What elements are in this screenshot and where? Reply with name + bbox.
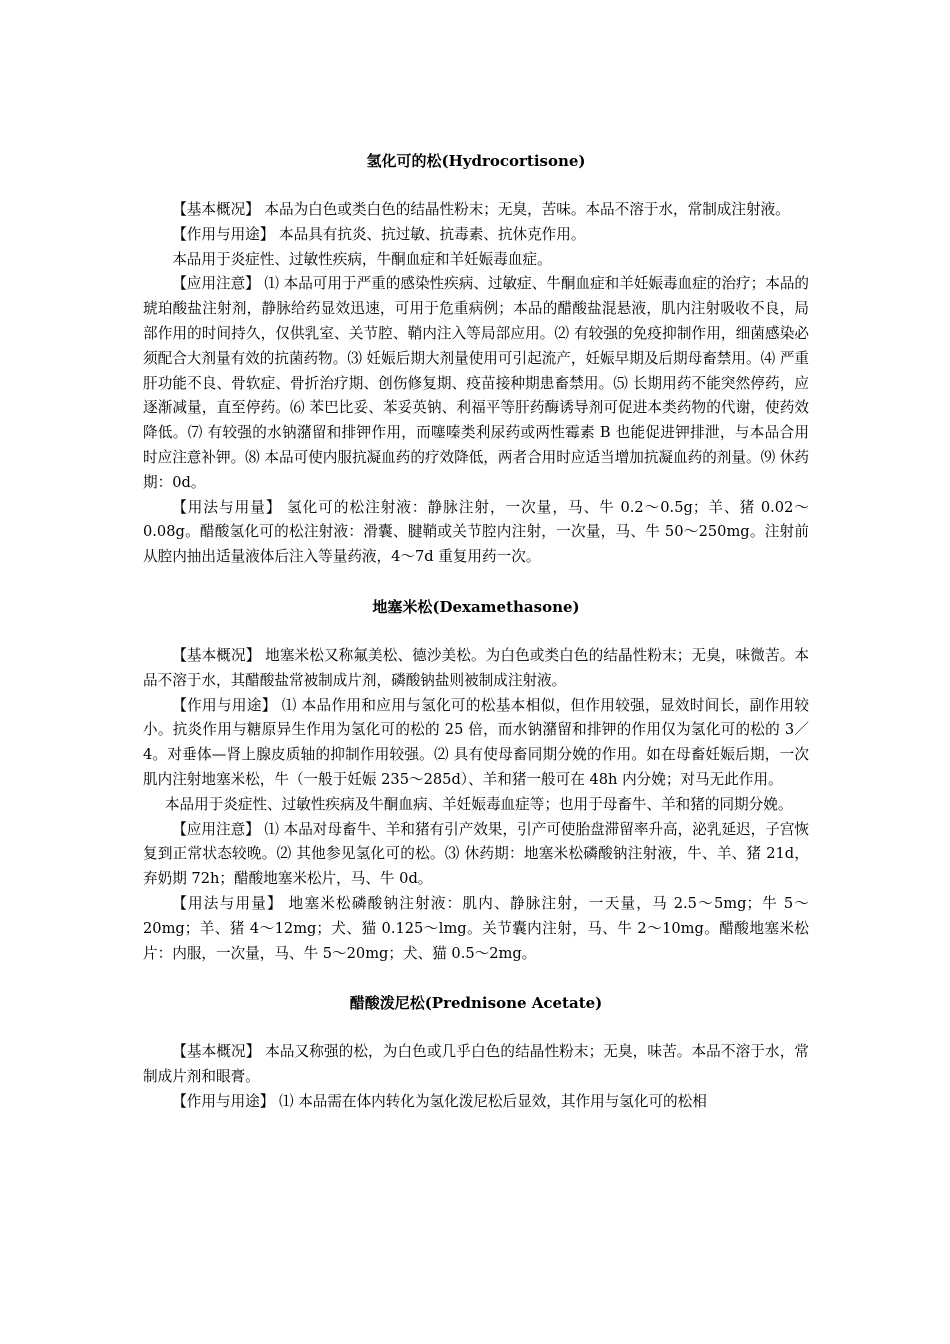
- paragraph-dosage: 【用法与用量】 氢化可的松注射液：静脉注射，一次量，马、牛 0.2～0.5g；羊、猪 0.02～0.08g。醋酸氢化可的松注射液：滑囊、腱鞘或关节腔内注射，一次量，马、牛 50～250mg。注射前从腔内抽出适量液体后注入等量药液，4～7d 重复用药一次。: [143, 498, 809, 566]
- paragraph-action-use: 【作用与用途】 ⑴ 本品需在体内转化为氢化泼尼松后显效，其作用与氢化可的松相: [172, 1092, 707, 1110]
- paragraph-overview: 【基本概况】 本品为白色或类白色的结晶性粉末；无臭，苦味。本品不溶于水，常制成注射液。: [172, 201, 790, 218]
- paragraph-indication: 本品用于炎症性、过敏性疾病及牛酮血病、羊妊娠毒血症等；也用于母畜牛、羊和猪的同期分娩。: [164, 795, 793, 813]
- section-prednisone-acetate: [143, 990, 809, 1114]
- paragraph-precautions: 【应用注意】 ⑴ 本品对母畜牛、羊和猪有引产效果，引产可使胎盘滞留率升高，泌乳延迟，子宫恢复到正常状态较晚。⑵ 其他参见氢化可的松。⑶ 休药期：地塞米松磷酸钠注射液，牛、羊、猪 21d，弃奶期 72h；醋酸地塞米松片，马、牛 0d。: [143, 820, 810, 888]
- section-title-dexamethasone: 地塞米松(Dexamethasone): [372, 597, 580, 616]
- section-dexamethasone: [143, 594, 809, 966]
- paragraph-action-use: 【作用与用途】 本品具有抗炎、抗过敏、抗毒素、抗休克作用。: [172, 225, 586, 243]
- paragraph-dosage: 【用法与用量】 地塞米松磷酸钠注射液：肌内、静脉注射，一天量，马 2.5～5mg；牛 5～20mg；羊、猪 4～12mg；犬、猫 0.125～lmg。关节囊内注射，马、牛 2～10mg。醋酸地塞米松片：内服，一次量，马、牛 5～20mg；犬、猫 0.5～2mg。: [143, 894, 809, 962]
- paragraph-indication: 本品用于炎症性、过敏性疾病，牛酮血症和羊妊娠毒血症。: [172, 250, 552, 268]
- section-title-prednisone-acetate: 醋酸泼尼松(Prednisone Acetate): [349, 994, 603, 1013]
- paragraph-action-use: 【作用与用途】 ⑴ 本品作用和应用与氢化可的松基本相似，但作用较强，显效时间长，副作用较小。抗炎作用与糖原异生作用为氢化可的松的 25 倍，而水钠潴留和排钾的作用仅为氢化可的松的 3／4。对垂体—肾上腺皮质轴的抑制作用较强。⑵ 具有使母畜同期分娩的作用。如在母畜妊娠后期，一次肌内注射地塞米松，牛（一般于妊娠 235～285d）、羊和猪一般可在 48h 内分娩；对马无此作用。: [143, 696, 809, 788]
- paragraph-overview: 【基本概况】 本品又称强的松，为白色或几乎白色的结晶性粉末；无臭，味苦。本品不溶于水，常制成片剂和眼膏。: [143, 1043, 809, 1086]
- document-body: [143, 148, 809, 1115]
- paragraph-overview: 【基本概况】 地塞米松又称氟美松、德沙美松。为白色或类白色的结晶性粉末；无臭，味微苦。本品不溶于水，其醋酸盐常被制成片剂，磷酸钠盐则被制成注射液。: [143, 646, 809, 689]
- paragraph-precautions: 【应用注意】 ⑴ 本品可用于严重的感染性疾病、过敏症、牛酮血症和羊妊娠毒血症的治疗；本品的琥珀酸盐注射剂，静脉给药显效迅速，可用于危重病例；本品的醋酸盐混悬液，肌内注射吸收不良，局部作用的时间持久，仅供乳室、关节腔、鞘内注入等局部应用。⑵ 有较强的免疫抑制作用，细菌感染必须配合大剂量有效的抗菌药物。⑶ 妊娠后期大剂量使用可引起流产，妊娠早期及后期母畜禁用。⑷ 严重肝功能不良、骨软症、骨折治疗期、创伤修复期、疫苗接种期患畜禁用。⑸ 长期用药不能突然停药，应逐渐减量，直至停药。⑹ 苯巴比妥、苯妥英钠、利福平等肝药酶诱导剂可促进本类药物的代谢，使药效降低。⑺ 有较强的水钠潴留和排钾作用，而噻嗪类利尿药或两性霉素 B 也能促进钾排泄，与本品合用时应注意补钾。⑻ 本品可使内服抗凝血药的疗效降低，两者合用时应适当增加抗凝血药的剂量。⑼ 休药期：0d。: [143, 275, 810, 491]
- section-title-hydrocortisone: 氢化可的松(Hydrocortisone): [366, 152, 586, 170]
